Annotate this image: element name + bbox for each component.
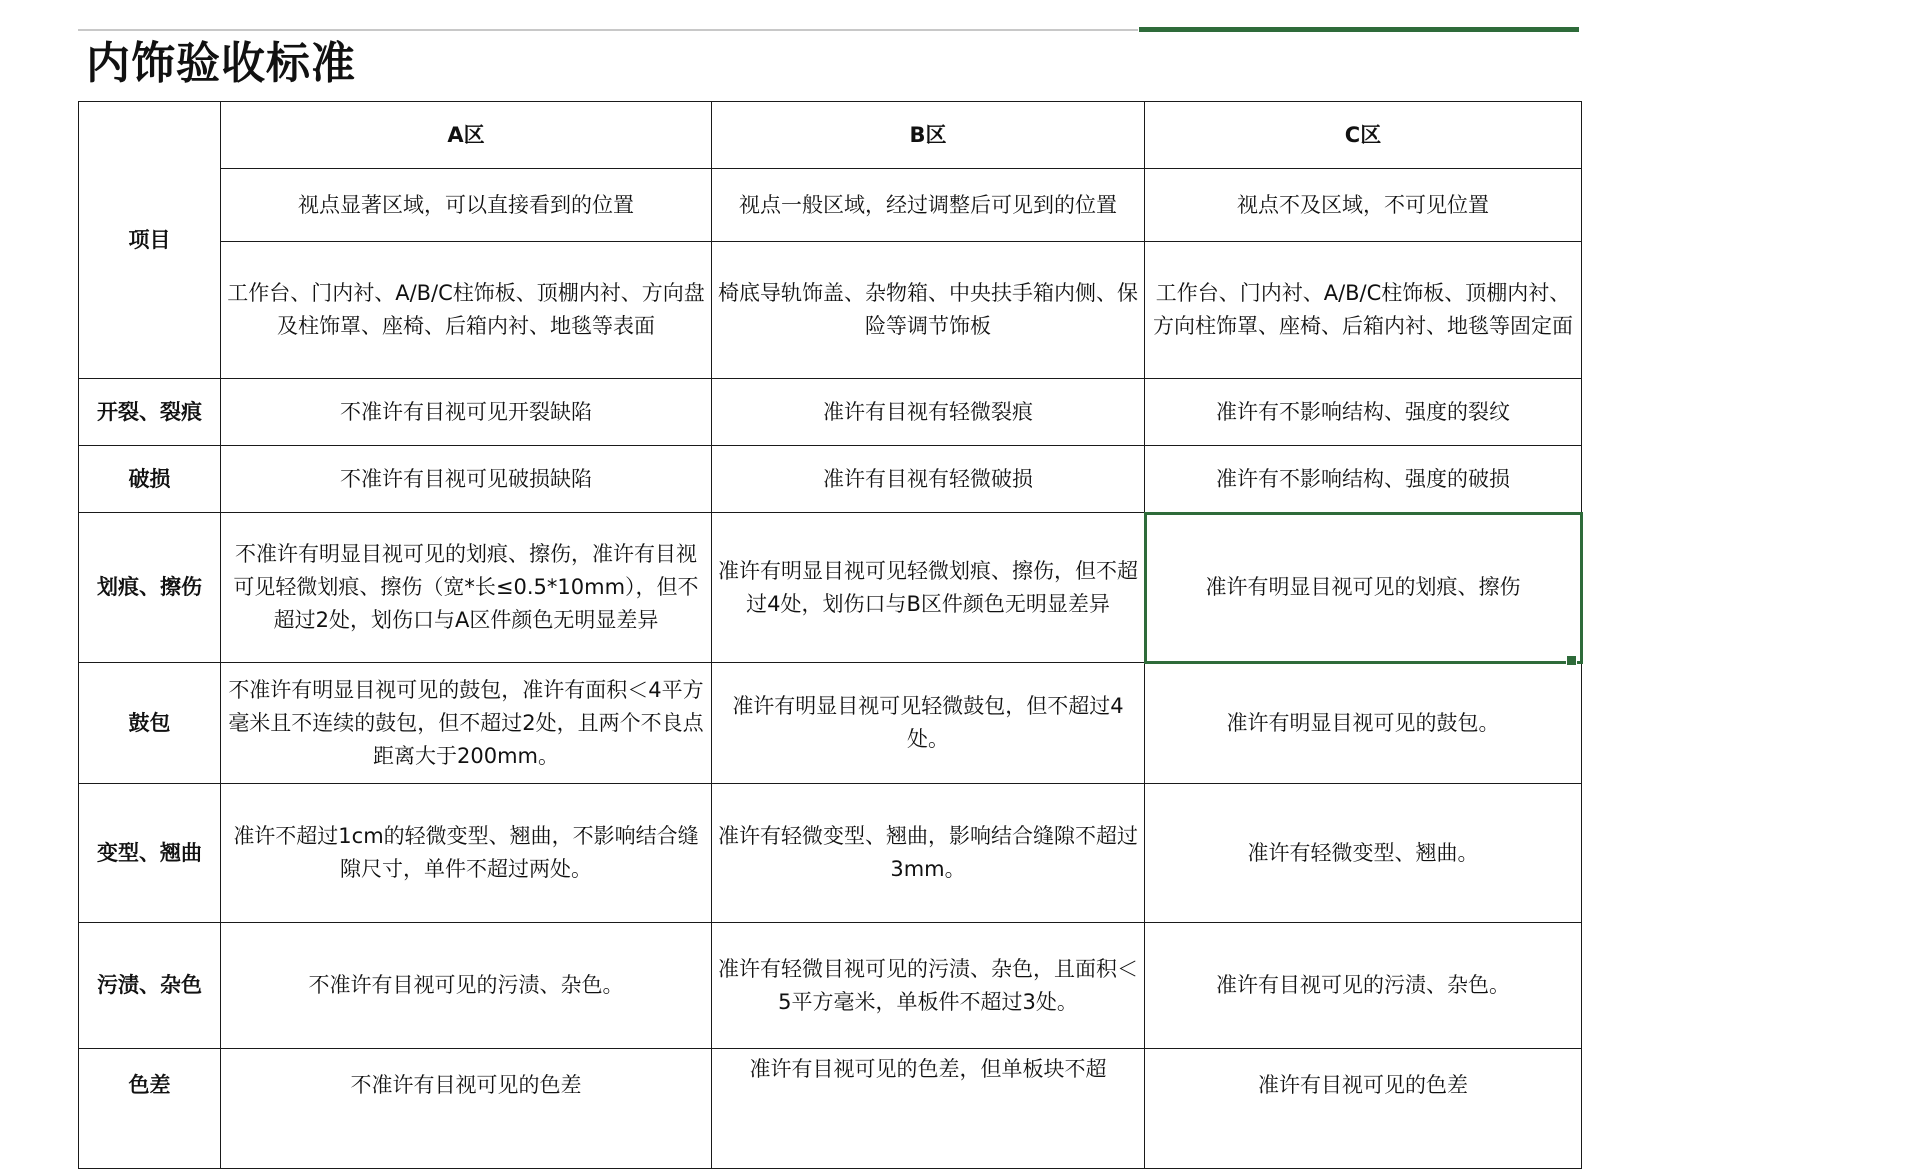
- cell-zone-a[interactable]: 不准许有目视可见的污渍、杂色。: [221, 923, 712, 1049]
- cell-zone-a[interactable]: 不准许有目视可见破损缺陷: [221, 446, 712, 513]
- cell-zone-a[interactable]: 准许不超过1cm的轻微变型、翘曲，不影响结合缝隙尺寸，单件不超过两处。: [221, 784, 712, 923]
- cell-zone-c[interactable]: 准许有目视可见的污渍、杂色。: [1145, 923, 1582, 1049]
- cell-zone-c[interactable]: 准许有目视可见的色差: [1145, 1049, 1582, 1169]
- cell-zone-b[interactable]: 准许有明显目视可见轻微划痕、擦伤，但不超过4处，划伤口与B区件颜色无明显差异: [712, 513, 1145, 663]
- sheet-top-border: [78, 29, 1138, 31]
- cell-zone-c[interactable]: 准许有轻微变型、翘曲。: [1145, 784, 1582, 923]
- cell-zone-b[interactable]: 准许有轻微变型、翘曲，影响结合缝隙不超过3mm。: [712, 784, 1145, 923]
- cell-zone-a[interactable]: 不准许有明显目视可见的划痕、擦伤，准许有目视可见轻微划痕、擦伤（宽*长≤0.5*10mm），但不超过2处，划伤口与A区件颜色无明显差异: [221, 513, 712, 663]
- row-label[interactable]: 开裂、裂痕: [79, 379, 221, 446]
- cell-zone-c[interactable]: 准许有明显目视可见的鼓包。: [1145, 663, 1582, 784]
- cell-zone-b[interactable]: 准许有明显目视可见轻微鼓包，但不超过4处。: [712, 663, 1145, 784]
- cell-zone-c[interactable]: 准许有不影响结构、强度的裂纹: [1145, 379, 1582, 446]
- parts-zone-b[interactable]: 椅底导轨饰盖、杂物箱、中央扶手箱内侧、保险等调节饰板: [712, 242, 1145, 379]
- desc-zone-c[interactable]: 视点不及区域，不可见位置: [1145, 169, 1582, 242]
- parts-zone-c[interactable]: 工作台、门内衬、A/B/C柱饰板、顶棚内衬、方向柱饰罩、座椅、后箱内衬、地毯等固定面: [1145, 242, 1582, 379]
- cell-zone-b[interactable]: 准许有目视有轻微破损: [712, 446, 1145, 513]
- row-label[interactable]: 变型、翘曲: [79, 784, 221, 923]
- selected-cell-zone-c[interactable]: 准许有明显目视可见的划痕、擦伤: [1145, 513, 1582, 663]
- row-label[interactable]: 破损: [79, 446, 221, 513]
- cell-zone-b[interactable]: 准许有轻微目视可见的污渍、杂色，且面积＜5平方毫米，单板件不超过3处。: [712, 923, 1145, 1049]
- cell-zone-a[interactable]: 不准许有目视可见的色差: [221, 1049, 712, 1169]
- table-row: [79, 513, 1582, 663]
- desc-zone-b[interactable]: 视点一般区域，经过调整后可见到的位置: [712, 169, 1145, 242]
- parts-zone-a[interactable]: 工作台、门内衬、A/B/C柱饰板、顶棚内衬、方向盘及柱饰罩、座椅、后箱内衬、地毯等表面: [221, 242, 712, 379]
- cell-zone-a[interactable]: 不准许有明显目视可见的鼓包，准许有面积＜4平方毫米且不连续的鼓包，但不超过2处，且两个不良点距离大于200mm。: [221, 663, 712, 784]
- table-row: [79, 663, 1582, 784]
- table-row: [79, 446, 1582, 513]
- cell-zone-c[interactable]: 准许有不影响结构、强度的破损: [1145, 446, 1582, 513]
- row-label[interactable]: 划痕、擦伤: [79, 513, 221, 663]
- table-row: [79, 784, 1582, 923]
- header-zone-b[interactable]: B区: [712, 102, 1145, 169]
- acceptance-standard-table: [78, 101, 1582, 1169]
- desc-zone-a[interactable]: 视点显著区域，可以直接看到的位置: [221, 169, 712, 242]
- header-row: [79, 102, 1582, 169]
- item-label-cell[interactable]: 项目: [79, 102, 221, 379]
- cell-zone-b[interactable]: 准许有目视可见的色差，但单板块不超: [712, 1049, 1145, 1169]
- row-label[interactable]: 污渍、杂色: [79, 923, 221, 1049]
- cell-zone-b[interactable]: 准许有目视有轻微裂痕: [712, 379, 1145, 446]
- description-row: [79, 169, 1582, 242]
- header-zone-a[interactable]: A区: [221, 102, 712, 169]
- selection-fill-handle[interactable]: [1566, 655, 1577, 666]
- row-label[interactable]: 色差: [79, 1049, 221, 1169]
- header-zone-c[interactable]: C区: [1145, 102, 1582, 169]
- cell-zone-a[interactable]: 不准许有目视可见开裂缺陷: [221, 379, 712, 446]
- column-selection-indicator: [1139, 27, 1579, 32]
- parts-row: [79, 242, 1582, 379]
- table-row: [79, 923, 1582, 1049]
- table-row: [79, 1049, 1582, 1169]
- page-title: 内饰验收标准: [86, 38, 356, 89]
- table-row: [79, 379, 1582, 446]
- row-label[interactable]: 鼓包: [79, 663, 221, 784]
